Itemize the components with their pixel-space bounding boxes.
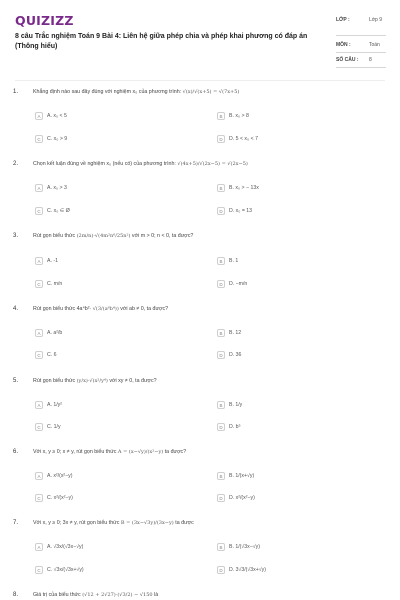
option-c[interactable]: C C. x²/(x²−y): [35, 493, 73, 503]
option-key: C: [35, 566, 43, 574]
question-number: 4.: [13, 306, 19, 312]
option-a[interactable]: A A. 1/y²: [35, 400, 62, 410]
option-a[interactable]: A A. √3x/(√3x−√y): [35, 542, 83, 552]
option-key: B: [217, 184, 225, 192]
option-key: A: [35, 401, 43, 409]
mon-label: MÔN :: [336, 42, 351, 48]
question-math: A = (x−√y)/(x²−y): [117, 449, 164, 455]
meta-divider: [336, 35, 386, 36]
option-key: A: [35, 112, 43, 120]
question-number: 8.: [13, 592, 19, 598]
question-math: √(4x+5)/√(2x−5) = √(2x−5): [177, 161, 248, 167]
option-c[interactable]: C C. x₀ > 9: [35, 134, 67, 144]
option-key: B: [217, 112, 225, 120]
question-number: 7.: [13, 520, 19, 526]
lop-label: LỚP :: [336, 17, 350, 23]
option-key: B: [217, 329, 225, 337]
option-key: B: [217, 472, 225, 480]
option-b[interactable]: B B. 1/(x+√y): [217, 471, 254, 481]
option-key: D: [217, 351, 225, 359]
question-number: 3.: [13, 233, 19, 239]
option-key: C: [35, 280, 43, 288]
option-b[interactable]: B B. 1/y: [217, 400, 242, 410]
question-math: √(3/(a⁸b⁴)): [92, 306, 119, 312]
socau-value: 8: [369, 57, 372, 63]
option-key: D: [217, 566, 225, 574]
option-b[interactable]: B B. x₀ > 8: [217, 111, 249, 121]
option-b[interactable]: B B. 12: [217, 328, 241, 338]
page-title: 8 câu Trắc nghiệm Toán 9 Bài 4: Liên hệ giữa phép chia và phép khai phương có đáp án (Thông hiểu): [15, 33, 308, 50]
meta-divider: [336, 67, 386, 68]
option-a[interactable]: A A. x₀ < 5: [35, 111, 67, 121]
option-b[interactable]: B B. 1/(√3x−√y): [217, 542, 260, 552]
option-key: B: [217, 257, 225, 265]
question-number: 1.: [13, 89, 19, 95]
option-key: A: [35, 257, 43, 265]
option-c[interactable]: C C. m/n: [35, 279, 62, 289]
question-math: B = (3x−√3y)/(3x−y): [120, 520, 174, 526]
option-d[interactable]: D D. 5 < x₀ < 7: [217, 134, 258, 144]
option-key: D: [217, 280, 225, 288]
question-math: (y/x)·√(x²/y⁴): [76, 378, 108, 384]
question-number: 6.: [13, 449, 19, 455]
option-key: A: [35, 472, 43, 480]
option-key: D: [217, 135, 225, 143]
mon-value: Toán: [369, 42, 380, 48]
option-c[interactable]: C C. √3x/(√3x+√y): [35, 565, 84, 575]
question-math: √(x)/√(x+5) = √(7x+5): [182, 89, 240, 95]
option-key: A: [35, 329, 43, 337]
option-key: B: [217, 543, 225, 551]
question-text: Khẳng định nào sau đây đúng với nghiệm x₀ của phương trình: √(x)/√(x+5) = √(7x+5): [33, 89, 240, 95]
question-math: (2m/n)·√(4m²n⁶/25n²): [76, 233, 131, 239]
question-number: 5.: [13, 378, 19, 384]
question-text: Giá trị của biểu thức (√12 + 2√27)·(√3/2) − √150 là: [33, 592, 159, 598]
question-text: Rút gọn biểu thức 4a⁴b²· √(3/(a⁸b⁴)) với ab ≠ 0, ta được?: [33, 306, 169, 312]
option-c[interactable]: C C. 6: [35, 350, 57, 360]
option-d[interactable]: D D. x²/(x²−y): [217, 493, 255, 503]
option-a[interactable]: A A. -1: [35, 256, 58, 266]
option-key: A: [35, 184, 43, 192]
option-key: C: [35, 351, 43, 359]
option-b[interactable]: B B. 1: [217, 256, 238, 266]
question-text: Rút gọn biểu thức (y/x)·√(x²/y⁴) với xy ≠ 0, ta được?: [33, 378, 157, 384]
option-key: D: [217, 494, 225, 502]
question-text: Chọn kết luận đúng về nghiệm x₀ (nếu có) của phương trình: √(4x+5)/√(2x−5) = √(2x−5): [33, 161, 248, 167]
meta-divider: [336, 52, 386, 53]
option-a[interactable]: A A. x₀ > 3: [35, 183, 67, 193]
option-key: C: [35, 494, 43, 502]
option-key: B: [217, 401, 225, 409]
question-math: (√12 + 2√27)·(√3/2) − √150: [82, 592, 153, 598]
question-text: Rút gọn biểu thức (2m/n)·√(4m²n⁶/25n²) với m > 0; n < 0, ta được?: [33, 233, 194, 239]
option-key: C: [35, 135, 43, 143]
option-d[interactable]: D D. 3√3/(√3x+√y): [217, 565, 266, 575]
option-d[interactable]: D D. 36: [217, 350, 241, 360]
option-key: D: [217, 207, 225, 215]
option-d[interactable]: D D. −m/n: [217, 279, 247, 289]
option-key: C: [35, 207, 43, 215]
quizizz-logo: QUIZIZZ: [15, 13, 74, 28]
question-number: 2.: [13, 161, 19, 167]
question-text: Với x, y ≥ 0; 3x ≠ y, rút gọn biểu thức B = (3x−√3y)/(3x−y) ta được: [33, 520, 194, 526]
option-d[interactable]: D D. x₀ = 13: [217, 206, 252, 216]
option-d[interactable]: D D. b⁵: [217, 422, 241, 432]
option-c[interactable]: C C. x₀ ∈ Ø: [35, 206, 70, 216]
option-b[interactable]: B B. x₀ > − 13x: [217, 183, 259, 193]
lop-value: Lớp 9: [369, 17, 383, 23]
option-a[interactable]: A A. a²/b: [35, 328, 62, 338]
option-key: D: [217, 423, 225, 431]
option-a[interactable]: A A. x²/(x²−y): [35, 471, 73, 481]
question-text: Với x, y ≥ 0; x ≠ y, rút gọn biểu thức A = (x−√y)/(x²−y) ta được?: [33, 449, 187, 455]
option-c[interactable]: C C. 1/y: [35, 422, 61, 432]
option-key: C: [35, 423, 43, 431]
option-key: A: [35, 543, 43, 551]
socau-label: SỐ CÂU :: [336, 57, 359, 63]
header-divider: [15, 80, 385, 81]
